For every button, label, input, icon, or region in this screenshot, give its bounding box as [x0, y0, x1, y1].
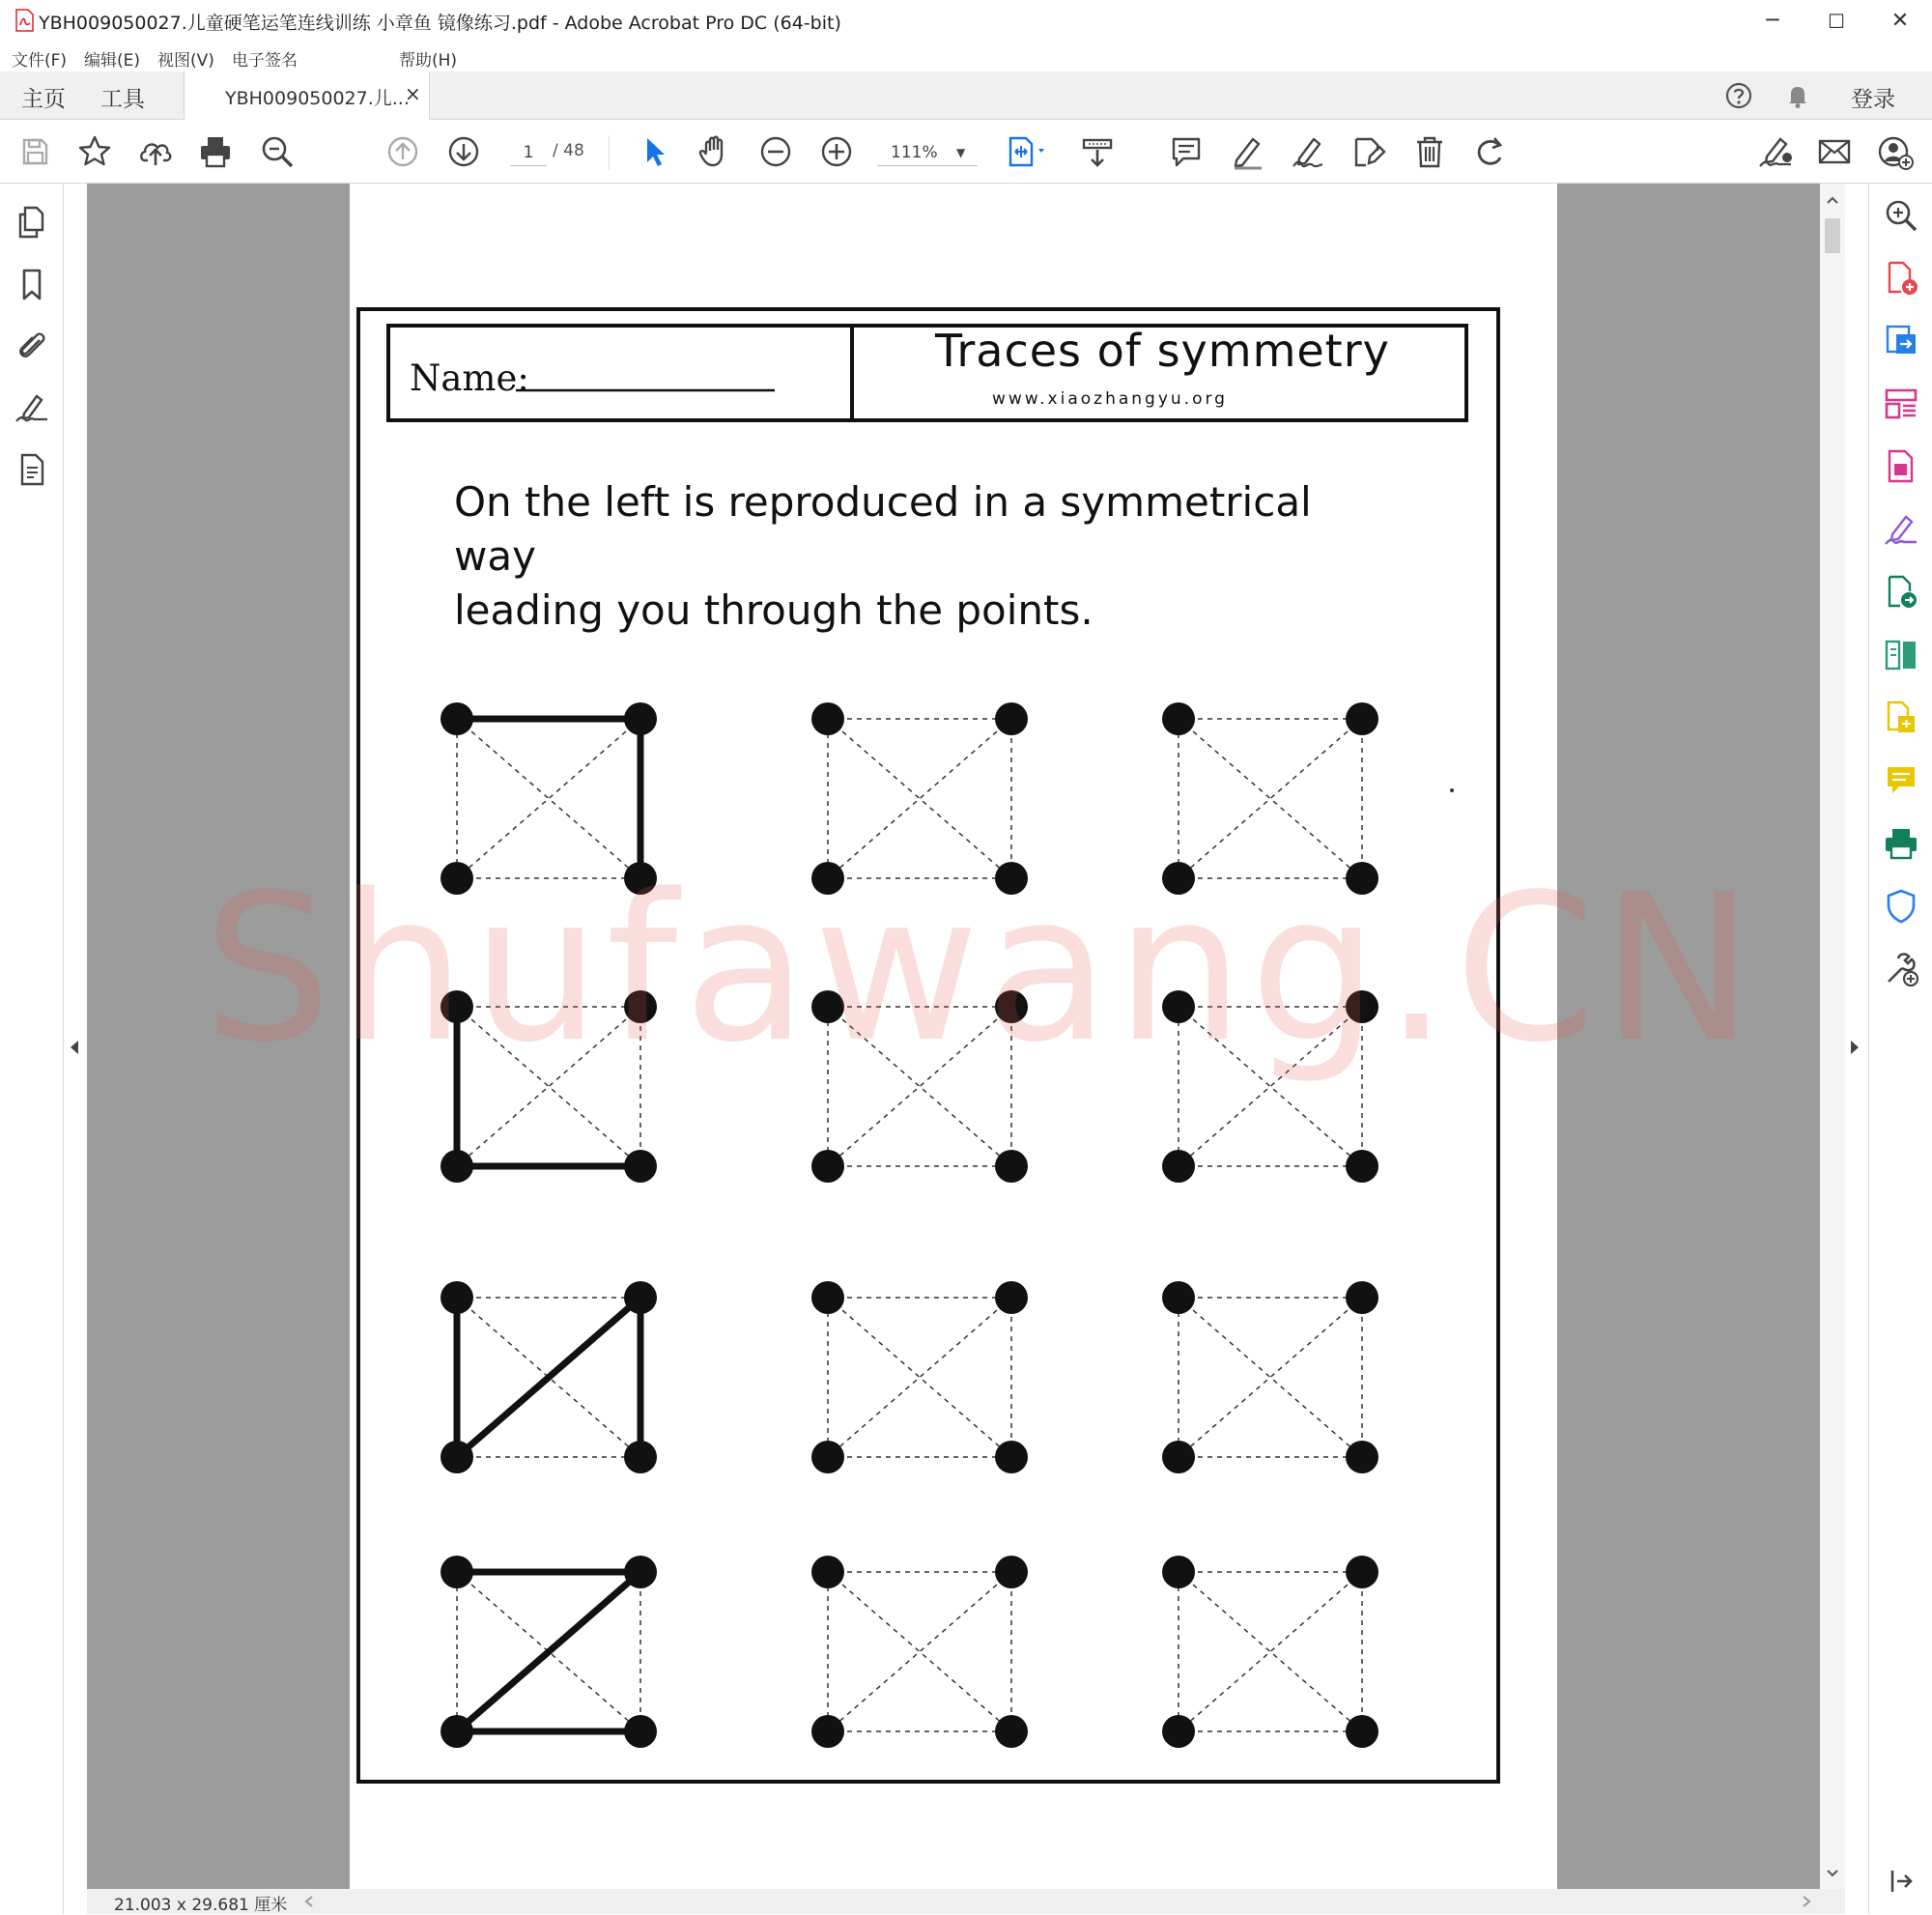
- document-tab-label: YBH009050027.儿...: [225, 88, 410, 109]
- print-icon: [195, 131, 236, 172]
- comment-tool-icon[interactable]: [1881, 760, 1921, 801]
- watermark-text: Shufawang.CN: [203, 850, 1760, 1087]
- protect-icon[interactable]: [1881, 886, 1921, 927]
- export-pdf-icon[interactable]: [1881, 321, 1921, 361]
- page-thumbnails-icon[interactable]: [13, 203, 51, 242]
- worksheet-name-label: Name:: [410, 357, 529, 399]
- compare-files-icon[interactable]: [1881, 635, 1921, 675]
- grid-dot: [1346, 1281, 1378, 1314]
- sign-icon: [1288, 131, 1328, 172]
- grid-dot: [440, 1556, 473, 1588]
- email-icon: [1814, 131, 1855, 172]
- add-user-button[interactable]: [1874, 131, 1915, 172]
- grid-dot: [1162, 702, 1195, 735]
- page-number-input[interactable]: 1: [510, 139, 547, 166]
- window-title: YBH009050027.儿童硬笔运笔连线训练 小章鱼 镜像练习.pdf - Adobe Acrobat Pro DC (64-bit): [39, 13, 841, 34]
- grid-dot: [624, 702, 657, 735]
- worksheet-title: Traces of symmetry: [935, 325, 1390, 377]
- scroll-mode-button[interactable]: [1077, 131, 1118, 172]
- tab-home[interactable]: 主页: [21, 87, 66, 112]
- rotate-icon: [1470, 131, 1511, 172]
- select-tool-button[interactable]: [634, 131, 674, 172]
- tab-tools[interactable]: 工具: [100, 87, 145, 112]
- help-icon[interactable]: [1724, 81, 1753, 110]
- find-zoom-icon: [257, 131, 298, 172]
- grid-dot: [811, 1556, 844, 1588]
- grid-dot: [1346, 1556, 1378, 1588]
- sign-in-link[interactable]: 登录: [1851, 87, 1895, 112]
- find-button[interactable]: [257, 131, 298, 172]
- add-user-icon: [1874, 131, 1915, 172]
- upload-cloud-icon: [135, 131, 176, 172]
- grid-dot: [1346, 1150, 1378, 1183]
- request-sign-button[interactable]: [1755, 131, 1796, 172]
- grid-dot: [624, 1556, 657, 1588]
- delete-button[interactable]: [1409, 131, 1450, 172]
- hand-tool-button[interactable]: [695, 131, 735, 172]
- grid-dot: [1162, 1150, 1195, 1183]
- worksheet-url: www.xiaozhangyu.org: [992, 389, 1228, 409]
- grid-dot: [995, 1150, 1028, 1183]
- create-pdf-icon[interactable]: [1881, 258, 1921, 299]
- page-down-icon: [443, 131, 484, 172]
- organize-pages-icon[interactable]: [1881, 384, 1921, 424]
- print-button[interactable]: [195, 131, 236, 172]
- grid-dot: [440, 1715, 473, 1748]
- minimize-button[interactable]: ─: [1766, 9, 1779, 33]
- instruction-line-1: On the left is reproduced in a symmetrical way: [454, 478, 1312, 580]
- grid-dot: [995, 1556, 1028, 1588]
- tab-bar: [0, 71, 1932, 120]
- grid-dot: [440, 702, 473, 735]
- menu-edit[interactable]: 编辑(E): [84, 51, 141, 71]
- close-tab-button[interactable]: ×: [405, 82, 421, 105]
- grid-dot: [811, 1281, 844, 1314]
- combine-files-icon[interactable]: [1881, 698, 1921, 738]
- sign-button[interactable]: [1288, 131, 1328, 172]
- grid-dot: [1162, 1281, 1195, 1314]
- highlight-pen-icon: [1227, 131, 1267, 172]
- zoom-level-value: 111%: [891, 143, 938, 162]
- menu-view[interactable]: 视图(V): [157, 51, 214, 71]
- left-navigation-rail: [0, 184, 64, 1914]
- left-panel-expand-icon[interactable]: [68, 1038, 81, 1057]
- grid-dot: [1346, 1715, 1378, 1748]
- grid-dot: [995, 1281, 1028, 1314]
- save-button[interactable]: [14, 131, 55, 172]
- fill-sign-icon[interactable]: [1881, 509, 1921, 550]
- right-panel-collapse-icon[interactable]: [1848, 1038, 1861, 1057]
- comment-button[interactable]: [1166, 131, 1207, 172]
- zoom-out-icon: [755, 131, 796, 172]
- scroll-right-icon[interactable]: [1801, 1895, 1812, 1908]
- print-production-icon[interactable]: [1881, 823, 1921, 864]
- collapse-panel-icon[interactable]: [1881, 1861, 1921, 1901]
- more-tools-icon[interactable]: [1881, 949, 1921, 989]
- title-bar: [0, 0, 1932, 43]
- comment-icon: [1166, 131, 1207, 172]
- grid-dot: [811, 1441, 844, 1473]
- grid-dot: [1162, 1441, 1195, 1473]
- status-bar: [87, 1889, 1845, 1914]
- page-up-icon: [383, 131, 423, 172]
- page-document-icon[interactable]: [13, 450, 51, 489]
- grid-dot: [1346, 1441, 1378, 1473]
- save-icon: [14, 131, 55, 172]
- menu-file[interactable]: 文件(F): [12, 51, 68, 71]
- grid-dot: [995, 1715, 1028, 1748]
- stamp-icon: [1349, 131, 1389, 172]
- hand-icon: [695, 131, 735, 172]
- toolbar: [0, 120, 1932, 184]
- attachments-icon[interactable]: [13, 327, 51, 365]
- edit-pdf-icon[interactable]: [1881, 446, 1921, 487]
- notifications-bell-icon[interactable]: [1783, 81, 1812, 110]
- signatures-icon[interactable]: [13, 388, 51, 427]
- zoom-out-button[interactable]: [755, 131, 796, 172]
- vertical-scrollbar[interactable]: [1820, 184, 1845, 1889]
- grid-dot: [995, 702, 1028, 735]
- zoom-in-button[interactable]: [816, 131, 857, 172]
- scroll-up-icon[interactable]: [1826, 195, 1839, 205]
- previous-page-button[interactable]: [383, 131, 423, 172]
- scroll-left-icon[interactable]: [303, 1895, 315, 1908]
- bookmark-button[interactable]: [74, 131, 115, 172]
- scroll-mode-icon: [1077, 131, 1118, 172]
- select-arrow-icon: [634, 131, 674, 172]
- scrollbar-thumb[interactable]: [1825, 218, 1840, 253]
- zoom-in-icon: [816, 131, 857, 172]
- fit-page-button[interactable]: [1003, 131, 1051, 172]
- stray-dot: [1450, 788, 1454, 792]
- fit-page-icon: [1003, 131, 1051, 172]
- upload-button[interactable]: [135, 131, 176, 172]
- bookmark-star-icon: [74, 131, 115, 172]
- grid-dot: [1162, 1715, 1195, 1748]
- instruction-line-2: leading you through the points.: [454, 586, 1094, 634]
- grid-dot: [624, 1441, 657, 1473]
- grid-dot: [440, 1441, 473, 1473]
- email-button[interactable]: [1814, 131, 1855, 172]
- worksheet-instructions: [454, 475, 1381, 638]
- close-window-button[interactable]: ✕: [1890, 9, 1910, 33]
- grid-dot: [440, 1281, 473, 1314]
- delete-icon: [1409, 131, 1450, 172]
- maximize-button[interactable]: ☐: [1828, 10, 1845, 33]
- grid-dot: [624, 1281, 657, 1314]
- grid-dot: [811, 702, 844, 735]
- page-total-label: / 48: [553, 141, 584, 160]
- tab-document[interactable]: [184, 71, 430, 121]
- acrobat-app-icon: [14, 9, 35, 32]
- right-tools-rail: [1868, 184, 1932, 1914]
- next-page-button[interactable]: [443, 131, 484, 172]
- search-zoom-icon[interactable]: [1881, 195, 1921, 236]
- share-sign-icon: [1755, 131, 1796, 172]
- toolbar-divider: [609, 135, 610, 170]
- chevron-down-icon: ▼: [956, 146, 966, 159]
- menu-bar: [0, 43, 1932, 71]
- grid-dot: [995, 1441, 1028, 1473]
- grid-dot: [811, 1150, 844, 1183]
- menu-help[interactable]: 帮助(H): [399, 51, 458, 71]
- grid-dot: [624, 1150, 657, 1183]
- grid-dot: [811, 1715, 844, 1748]
- grid-dot: [440, 1150, 473, 1183]
- zoom-level-select[interactable]: [877, 139, 978, 166]
- grid-dot: [1162, 1556, 1195, 1588]
- rotate-button[interactable]: [1470, 131, 1511, 172]
- grid-dot: [624, 1715, 657, 1748]
- menu-esign[interactable]: 电子签名: [232, 51, 298, 71]
- bookmarks-icon[interactable]: [13, 265, 51, 303]
- page-size-readout: 21.003 x 29.681 厘米: [114, 1896, 288, 1915]
- grid-dot: [1346, 702, 1378, 735]
- send-for-comments-icon[interactable]: [1881, 572, 1921, 613]
- highlight-button[interactable]: [1227, 131, 1267, 172]
- scroll-down-icon[interactable]: [1826, 1869, 1839, 1878]
- stamp-button[interactable]: [1349, 131, 1389, 172]
